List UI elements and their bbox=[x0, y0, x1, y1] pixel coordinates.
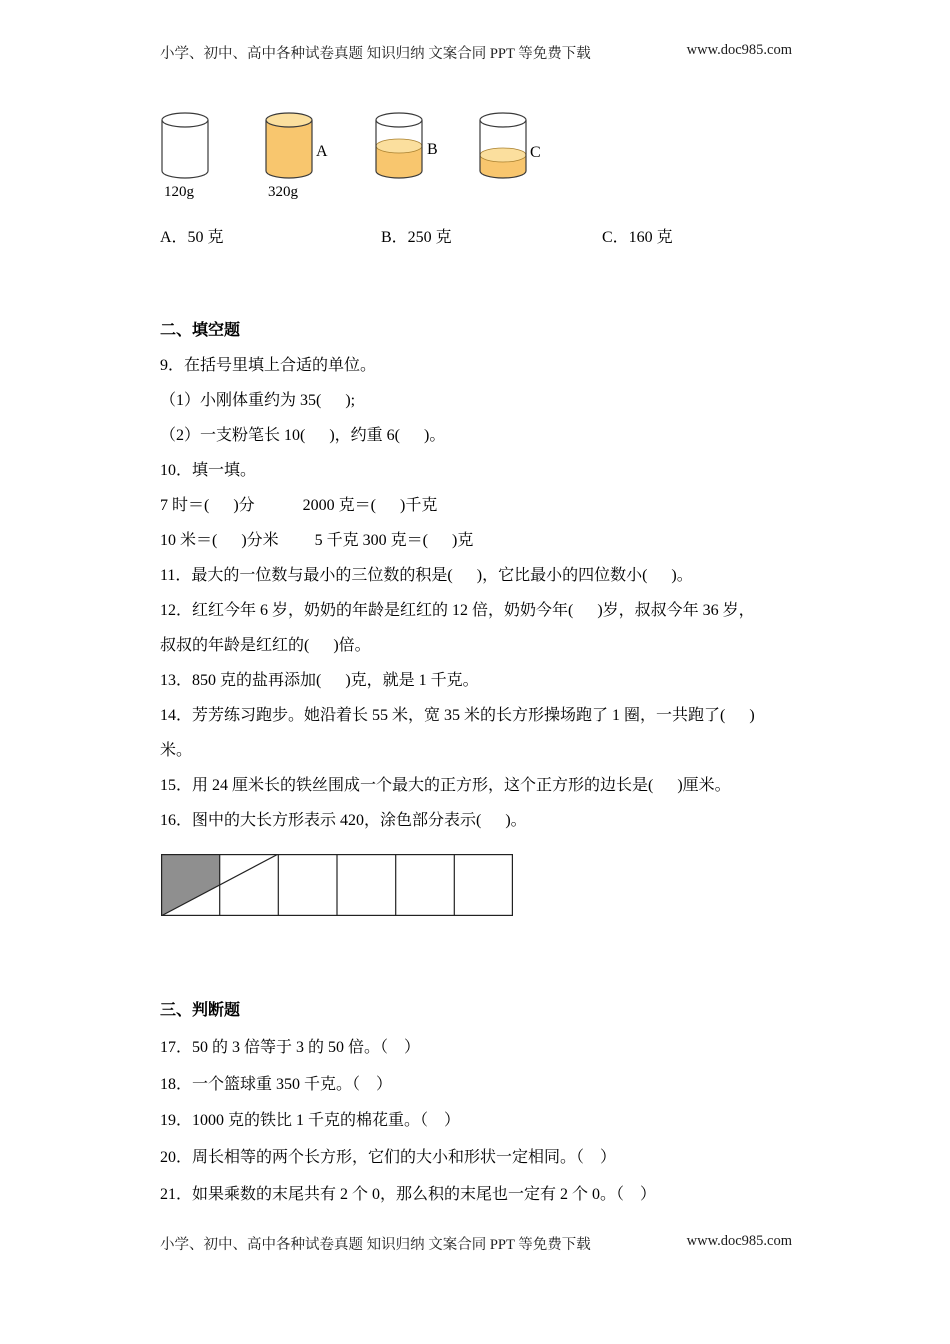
question-line: 7 时＝( )分 2000 克＝( )千克 bbox=[160, 497, 438, 514]
footer-text: 小学、初中、高中各种试卷真题 知识归纳 文案合同 PPT 等免费下载 bbox=[160, 1237, 591, 1253]
section-heading-fill: 二、填空题 bbox=[160, 322, 241, 339]
question-line: 14．芳芳练习跑步。她沿着长 55 米，宽 35 米的长方形操场跑了 1 圈，一共跑了( ) bbox=[160, 707, 755, 724]
question-line: 17．50 的 3 倍等于 3 的 50 倍。（ ） bbox=[160, 1038, 421, 1056]
beakers-figure-svg bbox=[160, 110, 560, 182]
question-line: 11．最大的一位数与最小的三位数的积是( )，它比最小的四位数小( )。 bbox=[160, 567, 693, 584]
section-heading-judge: 三、判断题 bbox=[160, 1002, 241, 1019]
footer-url: www.doc985.com bbox=[686, 1233, 792, 1249]
section-fill-in-blanks bbox=[160, 313, 830, 838]
question-line: 9．在括号里填上合适的单位。 bbox=[160, 357, 377, 374]
header-text: 小学、初中、高中各种试卷真题 知识归纳 文案合同 PPT 等免费下载 bbox=[160, 46, 591, 62]
question-line: 叔叔的年龄是红红的( )倍。 bbox=[160, 637, 371, 654]
question-line: 10 米＝( )分米 5 千克 300 克＝( )克 bbox=[160, 532, 474, 549]
question-line: 15．用 24 厘米长的铁丝围成一个最大的正方形，这个正方形的边长是( )厘米。 bbox=[160, 777, 731, 794]
page-header bbox=[160, 42, 792, 63]
question-line: 10．填一填。 bbox=[160, 462, 257, 479]
beaker-letter-b: B bbox=[427, 141, 438, 158]
option-b: B．250 克 bbox=[381, 229, 452, 246]
question-line: 13．850 克的盐再添加( )克，就是 1 千克。 bbox=[160, 672, 479, 689]
question-line: 16．图中的大长方形表示 420，涂色部分表示( )。 bbox=[160, 812, 527, 829]
question-line: 20．周长相等的两个长方形，它们的大小和形状一定相同。（ ） bbox=[160, 1149, 617, 1167]
beaker-weight-320g: 320g bbox=[268, 184, 298, 200]
header-url: www.doc985.com bbox=[686, 42, 792, 58]
beaker-letter-a: A bbox=[316, 143, 328, 160]
answer-options-row bbox=[160, 224, 792, 252]
section-true-false bbox=[160, 993, 830, 1214]
grid-lines bbox=[220, 854, 455, 916]
beaker-partial-c bbox=[480, 113, 526, 178]
question-line: 18．一个篮球重 350 千克。（ ） bbox=[160, 1075, 393, 1093]
question-line: 12．红红今年 6 岁，奶奶的年龄是红红的 12 倍，奶奶今年( )岁，叔叔今年 36 岁， bbox=[160, 602, 755, 619]
beaker-full bbox=[266, 113, 312, 178]
option-a: A．50 克 bbox=[160, 229, 224, 246]
question-line: 19．1000 克的铁比 1 千克的棉花重。（ ） bbox=[160, 1112, 461, 1130]
question16-rectangle-figure bbox=[161, 854, 513, 916]
beaker-weight-120g: 120g bbox=[164, 184, 194, 200]
shaded-region bbox=[161, 854, 220, 916]
beaker-empty bbox=[162, 113, 208, 178]
question-figure-beakers bbox=[160, 110, 580, 210]
beaker-letter-c: C bbox=[530, 144, 541, 161]
beaker-partial-b bbox=[376, 113, 422, 178]
page-footer bbox=[160, 1233, 792, 1254]
option-c: C．160 克 bbox=[602, 229, 673, 246]
question-line: 21．如果乘数的末尾共有 2 个 0，那么积的末尾也一定有 2 个 0。（ ） bbox=[160, 1185, 657, 1203]
question-line: （2）一支粉笔长 10( )，约重 6( )。 bbox=[160, 427, 446, 444]
question-line: 米。 bbox=[160, 742, 193, 759]
question-line: （1）小刚体重约为 35( ); bbox=[160, 392, 356, 409]
